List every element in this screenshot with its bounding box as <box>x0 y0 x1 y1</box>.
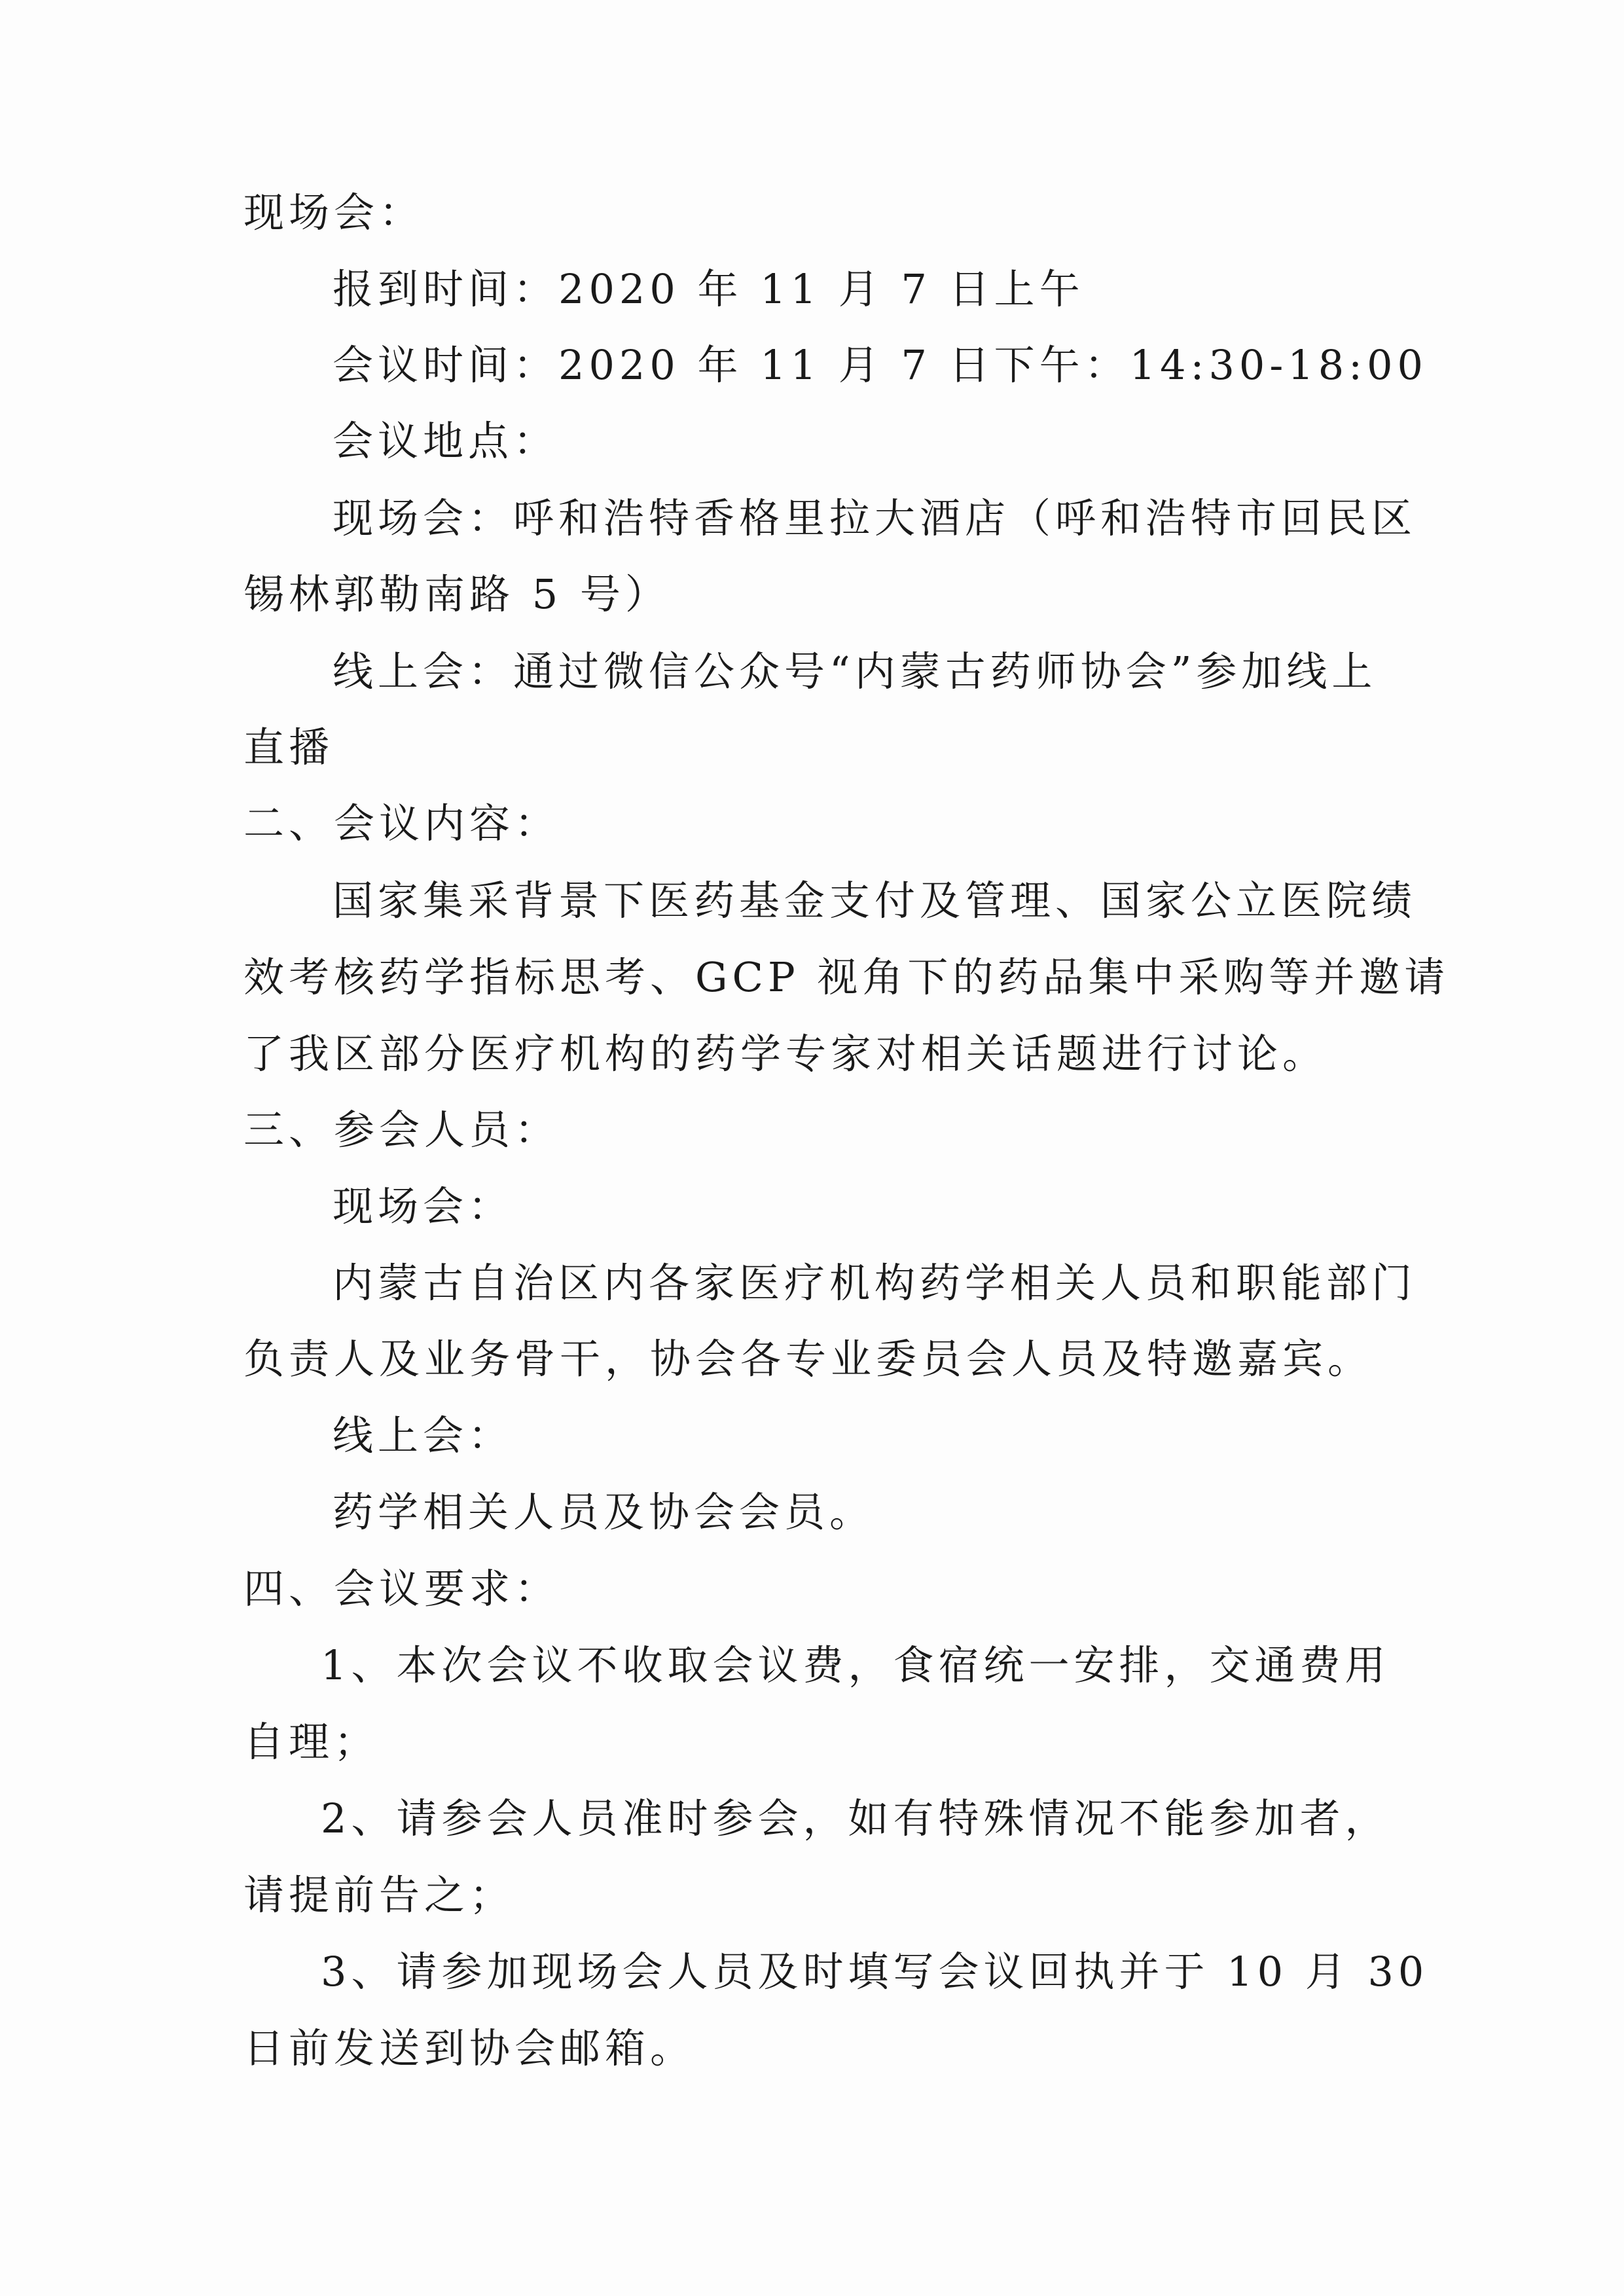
requirement-2-line-1: 2、请参会人员准时参会，如有特殊情况不能参加者， <box>321 1795 1390 1842</box>
checkin-time: 报到时间：2020 年 11 月 7 日上午 <box>333 265 1085 313</box>
meeting-time: 会议时间：2020 年 11 月 7 日下午：14:30-18:00 <box>333 341 1428 389</box>
online-location-line-1: 线上会：通过微信公众号“内蒙古药师协会”参加线上 <box>333 647 1377 695</box>
section2-paragraph-line-1: 国家集采背景下医药基金支付及管理、国家公立医院绩 <box>333 877 1417 924</box>
online-location-line-2: 直播 <box>244 723 334 771</box>
section3-onsite-line-1: 内蒙古自治区内各家医疗机构药学相关人员和职能部门 <box>333 1259 1417 1307</box>
onsite-location-line-1: 现场会：呼和浩特香格里拉大酒店（呼和浩特市回民区 <box>333 494 1417 542</box>
requirement-1-line-2: 自理； <box>244 1718 380 1766</box>
section2-paragraph-line-2: 效考核药学指标思考、GCP 视角下的药品集中采购等并邀请 <box>244 953 1450 1001</box>
section3-onsite-line-2: 负责人及业务骨干，协会各专业委员会人员及特邀嘉宾。 <box>244 1335 1373 1383</box>
section3-online-line-1: 药学相关人员及协会会员。 <box>333 1488 875 1536</box>
requirement-1-line-1: 1、本次会议不收取会议费，食宿统一安排，交通费用 <box>321 1641 1390 1689</box>
onsite-location-line-2: 锡林郭勒南路 5 号） <box>244 570 670 618</box>
section3-heading: 三、参会人员： <box>244 1106 560 1154</box>
section3-onsite-label: 现场会： <box>333 1182 514 1230</box>
requirement-3-line-1: 3、请参加现场会人员及时填写会议回执并于 10 月 30 <box>321 1948 1429 1995</box>
requirement-3-line-2: 日前发送到协会邮箱。 <box>244 2024 696 2072</box>
section2-heading: 二、会议内容： <box>244 799 560 847</box>
requirement-2-line-2: 请提前告之； <box>244 1871 515 1919</box>
section2-paragraph-line-3: 了我区部分医疗机构的药学专家对相关话题进行讨论。 <box>244 1030 1328 1078</box>
location-heading: 会议地点： <box>333 417 559 465</box>
onsite-heading: 现场会： <box>244 189 425 236</box>
section4-heading: 四、会议要求： <box>244 1565 560 1613</box>
section3-online-label: 线上会： <box>333 1412 514 1459</box>
